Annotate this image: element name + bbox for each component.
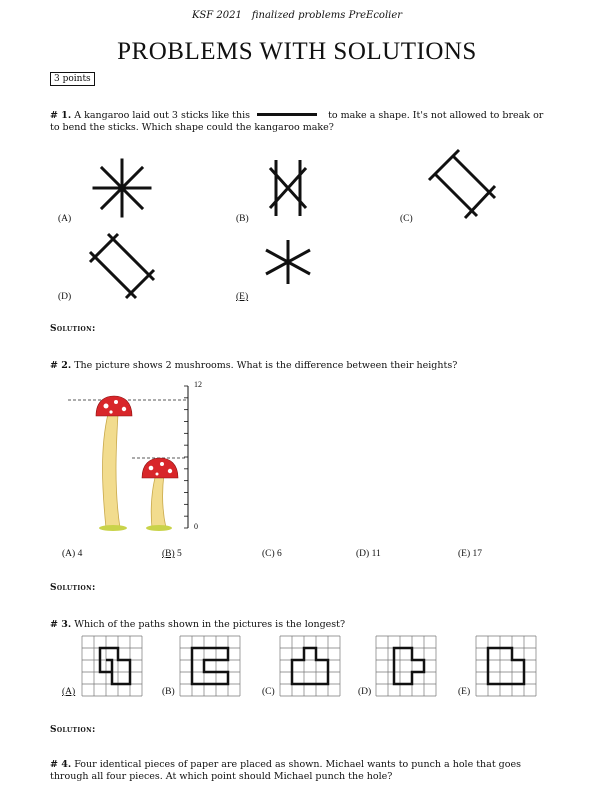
q4-number: # 4. — [50, 759, 72, 770]
q1-option-c[interactable]: (C) — [400, 214, 413, 224]
question-4 — [50, 759, 550, 783]
q3-option-e[interactable]: (E) — [458, 687, 471, 697]
header-contest: KSF 2021 — [191, 10, 242, 21]
q2-number: # 2. — [50, 360, 72, 371]
page-title: PROBLEMS WITH SOLUTIONS — [117, 38, 477, 65]
question-1 — [50, 110, 550, 134]
q1-shape-e — [262, 238, 314, 286]
q1-number: # 1. — [50, 110, 72, 121]
q3-grid-c — [280, 636, 340, 696]
q3-option-b[interactable]: (B) — [162, 687, 175, 697]
q3-number: # 3. — [50, 619, 72, 630]
q1-text-after: to make a shape. It's not allowed to break or to bend the sticks. Which shape could the kangaroo make? — [50, 110, 544, 133]
q2-solution-label: Solution: — [50, 583, 96, 593]
q1-shape-b — [268, 158, 308, 218]
q4-text: Four identical pieces of paper are placed as shown. Michael wants to punch a hole that goes through all four pieces. At which point should Michael punch the hole? — [50, 759, 521, 782]
ruler-label-bottom: 0 — [194, 522, 198, 531]
q1-option-b[interactable]: (B) — [236, 214, 249, 224]
points-badge: 3 points — [50, 72, 95, 86]
q1-text-before: A kangaroo laid out 3 sticks like this — [74, 110, 250, 121]
q3-text: Which of the paths shown in the pictures is the longest? — [74, 619, 346, 630]
q1-shape-c — [425, 146, 501, 222]
q1-shape-a — [92, 158, 152, 218]
q1-shape-d — [88, 232, 156, 300]
header-subtitle: finalized problems PreEcolier — [251, 10, 403, 21]
stick-sample — [257, 113, 317, 116]
q2-text: The picture shows 2 mushrooms. What is the difference between their heights? — [74, 360, 458, 371]
q3-option-d[interactable]: (D) — [358, 687, 372, 697]
q3-grid-d — [376, 636, 436, 696]
q1-option-e[interactable]: (E) — [236, 292, 249, 302]
q3-option-a[interactable]: (A) — [62, 687, 76, 697]
q1-option-d[interactable]: (D) — [58, 292, 72, 302]
q2-option-a[interactable]: (A) 4 — [62, 549, 83, 559]
question-3 — [50, 619, 550, 631]
q3-solution-label: Solution: — [50, 725, 96, 735]
q1-option-a[interactable]: (A) — [58, 214, 72, 224]
q2-option-b[interactable]: (B) 5 — [162, 549, 182, 559]
q3-grid-a — [82, 636, 142, 696]
question-2 — [50, 360, 550, 372]
ruler-label-top: 12 — [194, 380, 202, 389]
q2-option-c[interactable]: (C) 6 — [262, 549, 282, 559]
mushroom-figure — [68, 378, 218, 538]
q3-grid-e — [476, 636, 536, 696]
q2-option-e[interactable]: (E) 17 — [458, 549, 483, 559]
q3-option-c[interactable]: (C) — [262, 687, 275, 697]
page-header — [0, 10, 594, 21]
q1-solution-label: Solution: — [50, 324, 96, 334]
q3-grid-b — [180, 636, 240, 696]
q2-option-d[interactable]: (D) 11 — [356, 549, 381, 559]
